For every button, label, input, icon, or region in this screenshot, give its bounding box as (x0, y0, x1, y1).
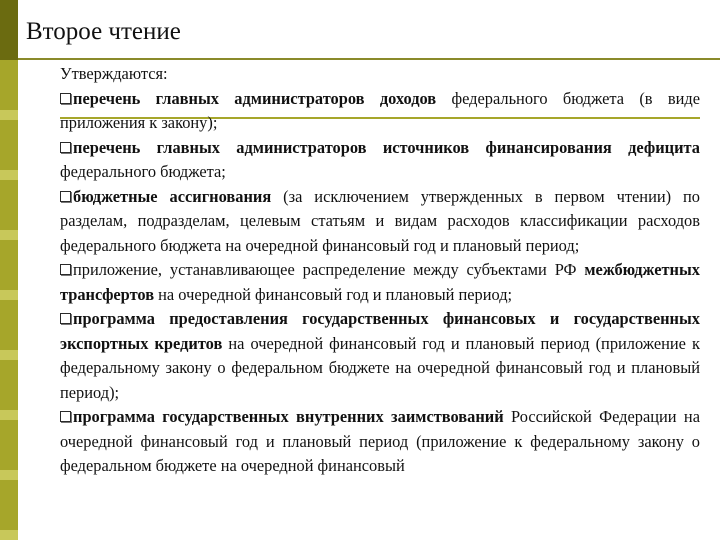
item-bold: бюджетные ассигнования (73, 186, 272, 206)
list-item (60, 87, 700, 136)
list-item (60, 405, 700, 479)
left-decor-stripes (0, 60, 18, 540)
item-text: федерального бюджета; (60, 162, 226, 181)
item-bold: программа государственных внутренних заимствований (73, 407, 504, 426)
square-bullet-icon (60, 264, 71, 275)
square-bullet-icon (60, 411, 71, 422)
item-bold: межбюджетных трансфертов (60, 260, 700, 304)
square-bullet-icon (60, 93, 71, 104)
list-item (60, 307, 700, 405)
list-item (60, 185, 700, 259)
slide-title: Второе чтение (26, 18, 181, 45)
item-text: приложение, устанавливающее распределение между субъектами РФ (73, 260, 585, 279)
item-text: на очередной финансовый год и плановый период (приложение к федеральному закону о федеральном бюджете на очередной финансовый год и плановый период); (60, 333, 700, 402)
item-text: на очередной финансовый год и плановый период; (154, 284, 513, 304)
item-text: федерального бюджета (в виде приложения к закону); (60, 88, 700, 132)
slide-content (60, 60, 700, 479)
square-bullet-icon (60, 191, 71, 202)
item-bold: программа предоставления государственных финансовых и государственных экспортных кредитов (60, 309, 700, 353)
item-bold: перечень главных администраторов источников финансирования дефицита (73, 137, 700, 157)
item-text: (за исключением утвержденных в первом чтении) по разделам, подразделам, целевым статьям и видам расходов классификации расходов федерального бюджета на очередной финансовый год и плановый период; (60, 186, 700, 255)
item-text: Российской Федерации на очередной финансовый год и плановый период (приложение к федеральному закону о федеральном бюджете на очередной финансовый (60, 407, 700, 475)
square-bullet-icon (60, 313, 71, 324)
item-bold: перечень главных администраторов доходов (73, 88, 437, 108)
list-item (60, 136, 700, 185)
square-bullet-icon (60, 142, 71, 153)
intro-text: Утверждаются: (60, 64, 168, 83)
list-item (60, 258, 700, 307)
